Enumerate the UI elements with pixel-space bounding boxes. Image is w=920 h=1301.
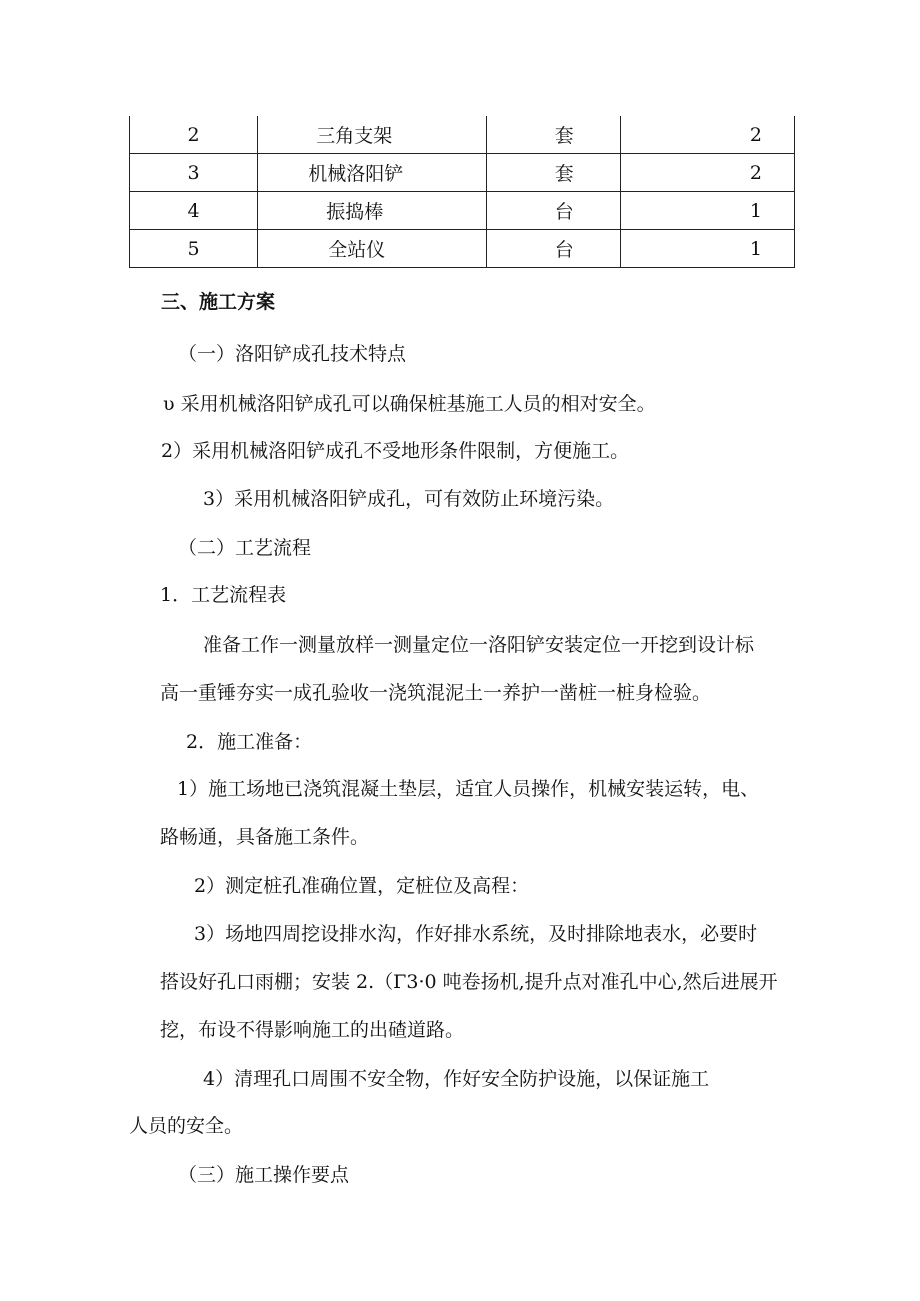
equipment-quantity: 1: [620, 230, 794, 268]
row-number: 5: [130, 230, 258, 268]
paragraph-line: 路畅通，具备施工条件。: [160, 826, 370, 848]
numbered-item: 1．工艺流程表: [160, 584, 287, 606]
table-row: [130, 230, 795, 268]
table-row: [130, 116, 795, 154]
table-row: [130, 192, 795, 230]
equipment-name: 振捣棒: [258, 192, 486, 230]
equipment-unit: 套: [486, 116, 620, 154]
equipment-table: [129, 116, 795, 268]
equipment-unit: 台: [486, 192, 620, 230]
paragraph-line: 3）场地四周挖设排水沟，作好排水系统，及时排除地表水，必要时: [194, 923, 758, 945]
equipment-name: 三角支架: [258, 116, 486, 154]
table-row: [130, 154, 795, 192]
equipment-name: 机械洛阳铲: [258, 154, 486, 192]
subsection-title: （二）工艺流程: [178, 537, 312, 559]
paragraph-line: 1）施工场地已浇筑混凝土垫层，适宜人员操作，机械安装运转，电、: [177, 778, 760, 800]
equipment-quantity: 1: [620, 192, 794, 230]
equipment-unit: 台: [486, 230, 620, 268]
paragraph-line: 人员的安全。: [129, 1115, 244, 1137]
paragraph-line: 2）测定桩孔准确位置，定桩位及高程：: [194, 875, 530, 897]
equipment-quantity: 2: [620, 154, 794, 192]
equipment-unit: 套: [486, 154, 620, 192]
equipment-name: 全站仪: [258, 230, 486, 268]
paragraph-line: 搭设好孔口雨棚；安装 2.（Γ3·0 吨卷扬机,提升点对准孔中心,然后进展开: [160, 971, 778, 993]
row-number: 4: [130, 192, 258, 230]
equipment-quantity: 2: [620, 116, 794, 154]
numbered-item: 2．施工准备：: [186, 731, 313, 753]
section-heading: 三、施工方案: [161, 291, 276, 313]
feature-point: 2）采用机械洛阳铲成孔不受地形条件限制，方便施工。: [161, 440, 630, 462]
paragraph-line: 挖，布设不得影响施工的出碴道路。: [160, 1019, 465, 1041]
row-number: 3: [130, 154, 258, 192]
feature-point: 3）采用机械洛阳铲成孔，可有效防止环境污染。: [203, 488, 615, 510]
subsection-title: （三）施工操作要点: [178, 1164, 350, 1186]
paragraph-line: 准备工作一测量放样一测量定位一洛阳铲安装定位一开挖到设计标: [203, 634, 755, 656]
paragraph-line: 高一重锤夯实一成孔验收一浇筑混泥土一养护一凿桩一桩身检验。: [160, 682, 712, 704]
paragraph-line: 4）清理孔口周围不安全物，作好安全防护设施，以保证施工: [203, 1068, 710, 1090]
feature-point: υ 采用机械洛阳铲成孔可以确保桩基施工人员的相对安全。: [163, 393, 656, 415]
row-number: 2: [130, 116, 258, 154]
subsection-title: （一）洛阳铲成孔技术特点: [178, 343, 407, 365]
